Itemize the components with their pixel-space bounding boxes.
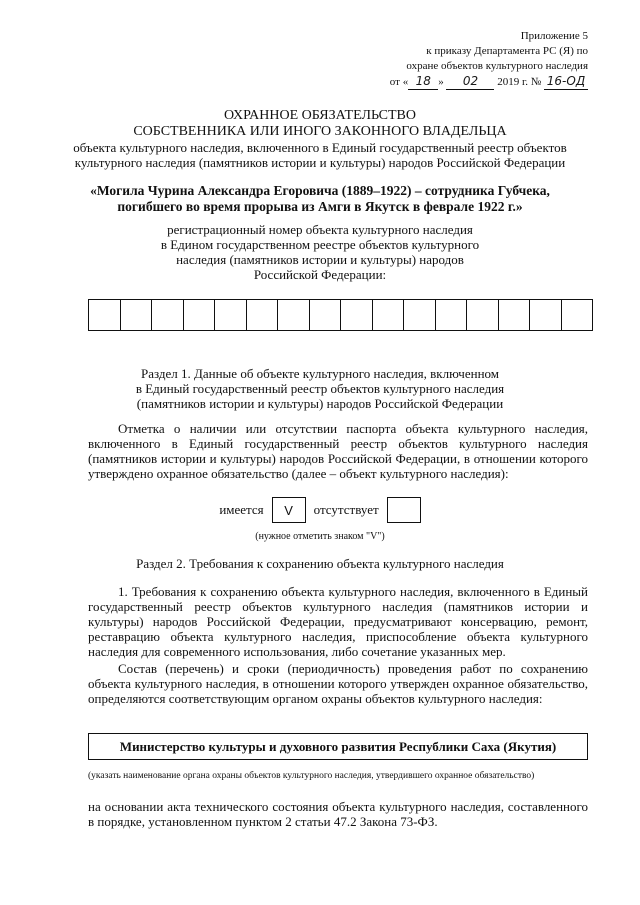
- appendix-header: [390, 29, 588, 90]
- document-title: ОХРАННОЕ ОБЯЗАТЕЛЬСТВО СОБСТВЕННИКА ИЛИ ИНОГО ЗАКОННОГО ВЛАДЕЛЬЦА объекта культурного наследия, включенного в Единый государственный реестр объектов культурного наследия (памятников истории и культуры) народов Российской Федерации: [73, 108, 567, 170]
- object-name: «Могила Чурина Александра Егоровича (1889–1922) – сотрудника Губчека, погибшего во время прорыва из Амги в Якутск в феврале 1922 г.»: [90, 183, 550, 214]
- appendix-date: от « 18 » 02 2019 г. № 16-ОД: [390, 74, 588, 90]
- reg-digit-cell: [530, 300, 562, 330]
- reg-digit-cell: [467, 300, 499, 330]
- present-label: имеется: [219, 502, 264, 517]
- handwritten-month: 02: [446, 74, 494, 90]
- reg-digit-cell: [436, 300, 468, 330]
- ministry-note: (указать наименование органа охраны объектов культурного наследия, утвердившего охранное обязательство): [88, 771, 535, 781]
- reg-digit-cell: [310, 300, 342, 330]
- handwritten-day: 18: [408, 74, 438, 90]
- reg-digit-cell: [373, 300, 405, 330]
- section-2-heading: Раздел 2. Требования к сохранению объекта культурного наследия: [136, 556, 504, 571]
- reg-digit-cell: [247, 300, 279, 330]
- section-1-heading: Раздел 1. Данные об объекте культурного наследия, включенном в Единый государственный реестр объектов культурного наследия (памятников истории и культуры) народов Российской Федерации: [135, 366, 505, 411]
- reg-digit-cell: [152, 300, 184, 330]
- reg-digit-cell: [278, 300, 310, 330]
- works-paragraph: Состав (перечень) и сроки (периодичность) проведения работ по сохранению объекта культурного наследия, в отношении которого утвержден охранное обязательство, определяются соответствующим органом охраны объектов культурного наследия:: [88, 661, 588, 706]
- requirements-paragraph: 1. Требования к сохранению объекта культурного наследия, включенного в Единый государственный реестр объектов культурного наследия (памятников истории и культуры) народов Российской Федерации, предусматривают консервацию, ремонт, реставрацию объекта культурного наследия, приспособление объекта культурного наследия для современного использования, либо сочетание указанных мер.: [88, 584, 588, 659]
- ministry-box: [88, 733, 588, 760]
- reg-digit-cell: [89, 300, 121, 330]
- basis-paragraph: на основании акта технического состояния объекта культурного наследия, составленного в порядке, установленном пунктом 2 статьи 47.2 Закона 73-ФЗ.: [88, 799, 588, 829]
- passport-paragraph: Отметка о наличии или отсутствии паспорта объекта культурного наследия, включенного в Единый государственный реестр объектов культурного наследия (памятников истории и культуры) народов Российской Федерации, в отношении которого утверждено охранное обязательство (далее – объект культурного наследия):: [88, 421, 588, 481]
- mark-note: (нужное отметить знаком "V"): [255, 531, 385, 542]
- reg-digit-cell: [404, 300, 436, 330]
- present-checkbox[interactable]: V: [272, 497, 306, 523]
- registration-number-grid: [88, 299, 593, 331]
- passport-mark-row: [0, 497, 640, 523]
- reg-digit-cell: [341, 300, 373, 330]
- reg-digit-cell: [562, 300, 593, 330]
- registration-label: регистрационный номер объекта культурного наследия в Едином государственном реестре объектов культурного наследия (памятников истории и культуры) народов Российской Федерации:: [160, 222, 480, 282]
- ministry-name: Министерство культуры и духовного развития Республики Саха (Якутия): [119, 738, 557, 754]
- absent-label: отсутствует: [313, 502, 379, 517]
- appendix-line: к приказу Департамента РС (Я) по: [426, 45, 588, 57]
- handwritten-number: 16-ОД: [544, 74, 588, 90]
- reg-digit-cell: [184, 300, 216, 330]
- absent-checkbox[interactable]: [387, 497, 421, 523]
- reg-digit-cell: [121, 300, 153, 330]
- reg-digit-cell: [215, 300, 247, 330]
- appendix-line: охране объектов культурного наследия: [406, 60, 588, 72]
- appendix-line: Приложение 5: [520, 30, 588, 42]
- reg-digit-cell: [499, 300, 531, 330]
